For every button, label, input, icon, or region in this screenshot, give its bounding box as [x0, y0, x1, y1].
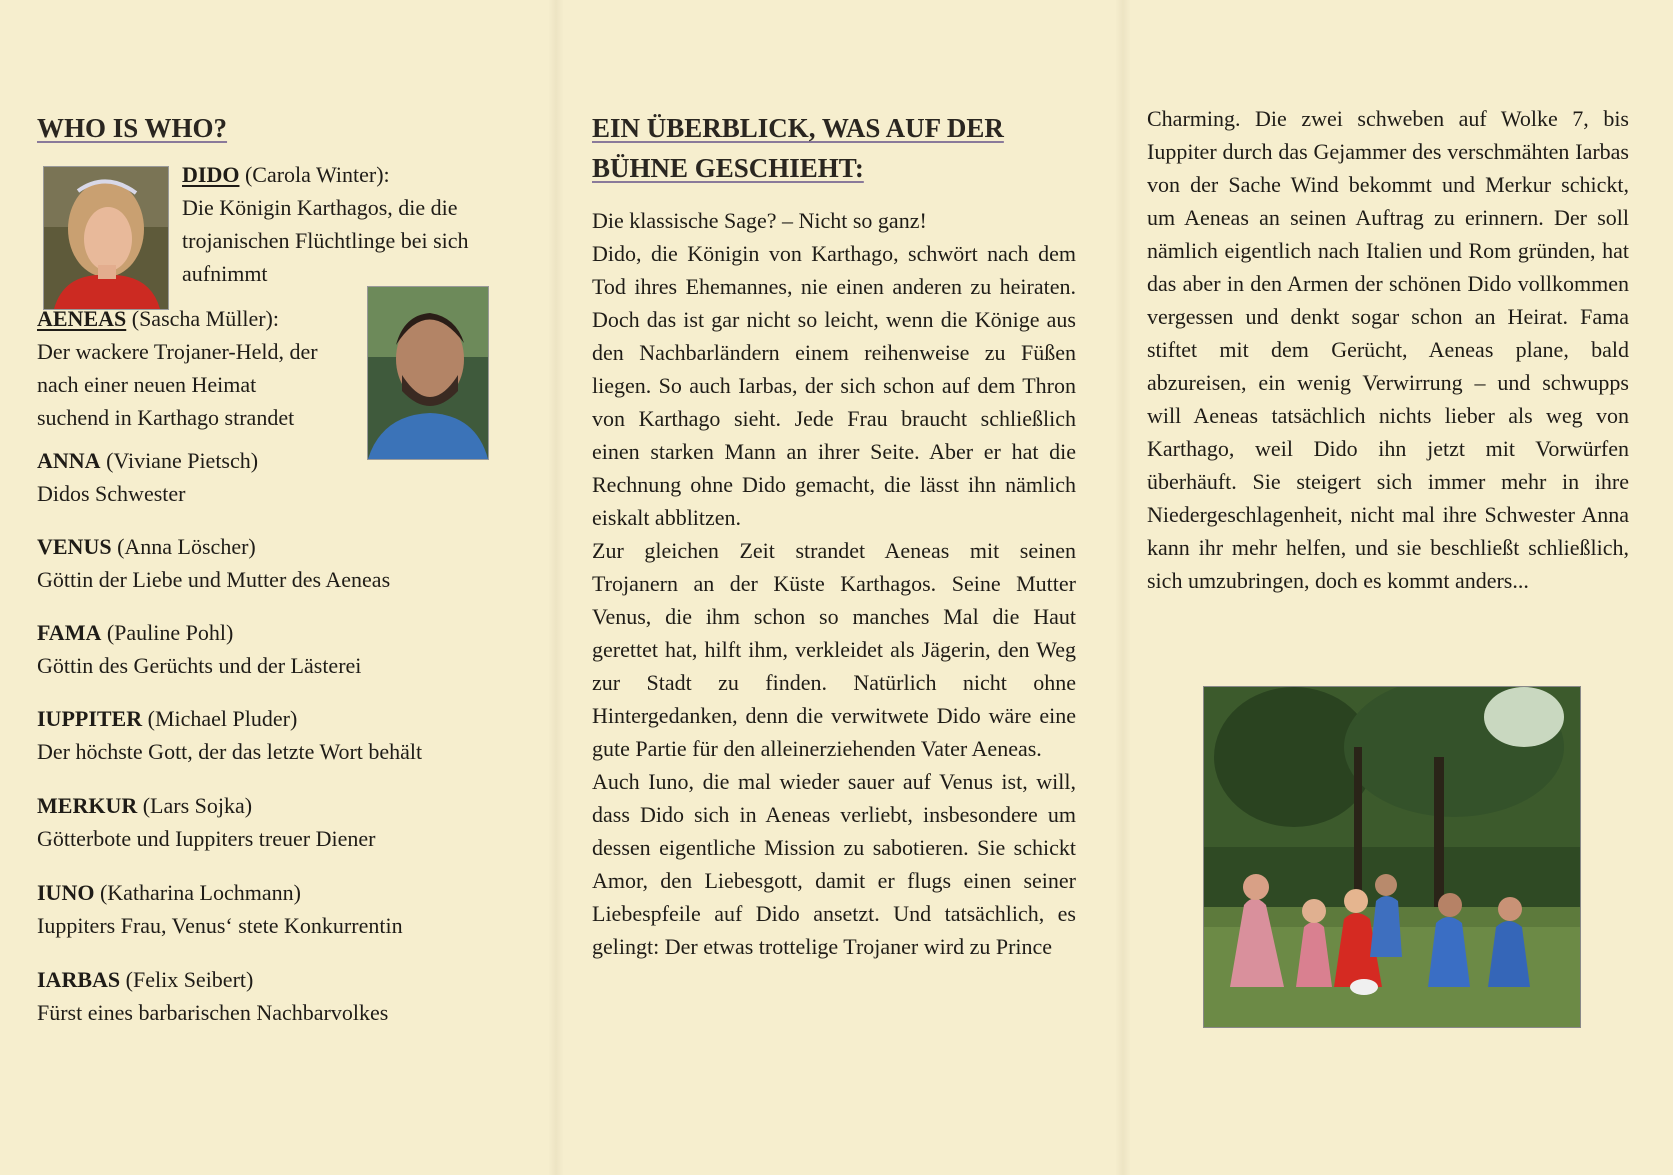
- cast-entry-iuno: [37, 876, 507, 942]
- cast-description: Göttin der Liebe und Mutter des Aeneas: [37, 567, 391, 592]
- cast-description: Die Königin Karthagos, die die trojanischen Flüchtlinge bei sich aufnimmt: [182, 195, 469, 286]
- cast-actor: (Felix Seibert): [120, 967, 254, 992]
- cast-description: Der höchste Gott, der das letzte Wort behält: [37, 739, 423, 764]
- cast-actor: (Michael Pluder): [142, 706, 298, 731]
- cast-description: Iuppiters Frau, Venus‘ stete Konkurrentin: [37, 913, 403, 938]
- cast-description: Der wackere Trojaner-Held, der nach einer neuen Heimat suchend in Karthago strandet: [37, 339, 318, 430]
- overview-paragraph: Zur gleichen Zeit strandet Aeneas mit seinen Trojanern an der Küste Karthagos. Seine Mutter Venus, die ihm schon so manches Mal die Haut gerettet hat, hilft ihm, verkleidet als Jägerin, den Weg zur Stadt zu finden. Natürlich nicht ohne Hintergedanken, denn die verwitwete Dido wäre eine gute Partie für den alleinerziehenden Vater Aeneas.: [592, 538, 1076, 761]
- cast-actor: (Anna Löscher): [111, 534, 256, 559]
- cast-actor: (Lars Sojka): [137, 793, 253, 818]
- cast-name: MERKUR: [37, 793, 138, 818]
- overview-continuation-text: Charming. Die zwei schweben auf Wolke 7, bis Iuppiter durch das Gejammer des verschmähten Iarbas von der Sache Wind bekommt und Merkur schickt, um Aeneas an seinen Auftrag zu erinnern. Der soll nämlich eigentlich nach Italien und Rom gründen, hat das aber in den Armen der schönen Dido vollkommen vergessen und denkt sogar schon an Heirat. Fama stiftet mit dem Gerücht, Aeneas plane, bald abzureisen, ein wenig Verwirrung – und schwupps will Aeneas tatsächlich nichts lieber als weg von Karthago, weil Dido ihn jetzt mit Vorwürfen überhäuft. Sie steigert sich immer mehr in ihre Niedergeschlagenheit, nicht mal ihre Schwester Anna kann ihr mehr helfen, und sie beschließt schließlich, sich umzubringen, doch es kommt anders...: [1147, 106, 1629, 593]
- cast-name: IUNO: [37, 880, 95, 905]
- fold-line-left: [548, 0, 564, 1175]
- cast-name: VENUS: [37, 534, 112, 559]
- cast-entry-iuppiter: [37, 702, 507, 768]
- overview-paragraph: Auch Iuno, die mal wieder sauer auf Venus ist, will, dass Dido sich in Aeneas verliebt, insbesondere um dessen eigentliche Mission zu sabotieren. Sie schickt Amor, den Liebesgott, damit er flugs einen seiner Liebespfeile auf Dido ansetzt. Und tatsächlich, es gelingt: Der etwas trottelige Trojaner wird zu Prince: [592, 769, 1076, 959]
- cast-name: AENEAS: [37, 306, 127, 331]
- overview-heading-line2: BÜHNE GESCHIEHT:: [592, 153, 864, 183]
- fold-line-right: [1115, 0, 1131, 1175]
- cast-entry-merkur: [37, 789, 507, 855]
- aeneas-portrait-photo: [367, 286, 489, 460]
- cast-actor: (Viviane Pietsch): [100, 448, 259, 473]
- overview-paragraph: Dido, die Königin von Karthago, schwört nach dem Tod ihres Ehemannes, nie einen anderen zu heiraten. Doch das ist gar nicht so leicht, wenn die Könige aus den Nachbarländern einem reihenweise zu Füßen liegen. So auch Iarbas, der sich schon auf dem Thron von Karthago sieht. Jede Frau braucht schließlich einen starken Mann an ihrer Seite. Aber er hat die Rechnung ohne Dido gemacht, die lässt ihn nämlich eiskalt abblitzen.: [592, 241, 1076, 530]
- overview-column: [592, 108, 1076, 963]
- cast-description: Fürst eines barbarischen Nachbarvolkes: [37, 1000, 389, 1025]
- cast-group-photo: [1203, 686, 1581, 1028]
- cast-entry-iarbas: [37, 963, 507, 1029]
- cast-description: Götterbote und Iuppiters treuer Diener: [37, 826, 376, 851]
- dido-portrait-photo: [43, 166, 169, 310]
- cast-entry-venus: [37, 530, 507, 596]
- cast-name: IUPPITER: [37, 706, 143, 731]
- cast-entry-fama: [37, 616, 507, 682]
- cast-name: DIDO: [182, 162, 240, 187]
- cast-actor: (Carola Winter):: [239, 162, 390, 187]
- overview-continuation-column: [1147, 108, 1629, 597]
- overview-heading: [592, 108, 1076, 188]
- cast-description: Didos Schwester: [37, 481, 186, 506]
- cast-entry-anna: [37, 444, 507, 510]
- cast-entry-dido: [182, 158, 517, 290]
- cast-name: FAMA: [37, 620, 102, 645]
- cast-entry-aeneas: [37, 302, 332, 434]
- cast-actor: (Sascha Müller):: [126, 306, 279, 331]
- cast-name: IARBAS: [37, 967, 121, 992]
- overview-body: [592, 204, 1076, 963]
- who-is-who-heading: WHO IS WHO?: [37, 113, 228, 143]
- cast-actor: (Pauline Pohl): [101, 620, 234, 645]
- cast-actor: (Katharina Lochmann): [94, 880, 301, 905]
- overview-heading-line1: EIN ÜBERBLICK, WAS AUF DER: [592, 113, 1004, 143]
- cast-name: ANNA: [37, 448, 101, 473]
- overview-intro: Die klassische Sage? – Nicht so ganz!: [592, 208, 927, 233]
- cast-description: Göttin des Gerüchts und der Lästerei: [37, 653, 362, 678]
